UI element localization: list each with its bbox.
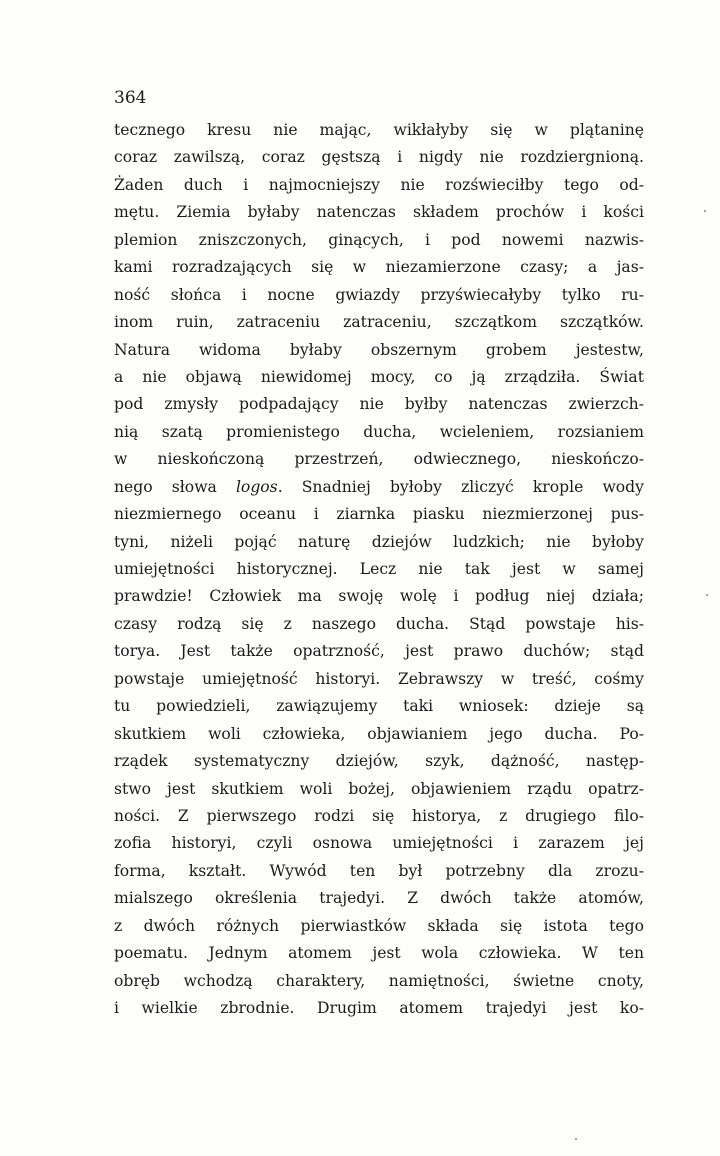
- text-line: skutkiem woli człowieka, objawianiem jego ducha. Po-: [114, 724, 644, 743]
- page-number: 364: [114, 88, 147, 108]
- text-line: i wielkie zbrodnie. Drugim atomem trajedyi jest ko-: [114, 999, 644, 1017]
- text-line: Żaden duch i najmocniejszy nie rozświeciłby tego od-: [114, 175, 644, 194]
- text-line: w nieskończoną przestrzeń, odwiecznego, nieskończo-: [114, 450, 644, 469]
- text-line: niezmiernego oceanu i ziarnka piasku niezmierzonej pus-: [114, 505, 644, 524]
- text-line: prawdzie! Człowiek ma swoję wolę i podług niej działa;: [114, 587, 644, 606]
- text-line: pod zmysły podpadający nie byłby natenczas zwierzch-: [114, 395, 644, 414]
- text-line: torya. Jest także opatrzność, jest prawo duchów; stąd: [114, 642, 644, 661]
- text-line: czasy rodzą się z naszego ducha. Stąd powstaje his-: [114, 614, 644, 633]
- text-line: z dwóch różnych pierwiastków składa się istota tego: [114, 916, 644, 935]
- body-text: [114, 117, 644, 1022]
- paper-speck: [704, 210, 706, 212]
- paper-speck: [706, 594, 708, 596]
- text-line: ności. Z pierwszego rodzi się historya, z drugiego filo-: [114, 806, 644, 825]
- text-line: obręb wchodzą charaktery, namiętności, świetne cnoty,: [114, 971, 644, 990]
- text-line: zofia historyi, czyli osnowa umiejętności i zarazem jej: [114, 834, 644, 853]
- text-line: nią szatą promienistego ducha, wcieleniem, rozsianiem: [114, 422, 644, 441]
- text-line: mialszego określenia trajedyi. Z dwóch także atomów,: [114, 889, 644, 908]
- text-line: tu powiedzieli, zawiązujemy taki wniosek: dzieje są: [114, 697, 644, 716]
- text-line: kami rozradzających się w niezamierzone czasy; a jas-: [114, 258, 644, 277]
- text-line: rządek systematyczny dziejów, szyk, dążność, następ-: [114, 752, 644, 771]
- text-line: nego słowa logos. Snadniej byłoby zliczyć krople wody: [114, 477, 644, 496]
- text-line: forma, kształt. Wywód ten był potrzebny dla zrozu-: [114, 861, 644, 880]
- text-line: poematu. Jednym atomem jest wola człowieka. W ten: [114, 944, 644, 963]
- text-line: powstaje umiejętność historyi. Zebrawszy w treść, cośmy: [114, 669, 644, 688]
- text-line: plemion zniszczonych, ginących, i pod nowemi nazwis-: [114, 230, 644, 249]
- text-line: tyni, niżeli pojąć naturę dziejów ludzkich; nie byłoby: [114, 532, 644, 551]
- italic-word: logos: [235, 477, 278, 496]
- paper-speck: [575, 1138, 577, 1140]
- text-line: umiejętności historycznej. Lecz nie tak jest w samej: [114, 560, 644, 578]
- text-line: tecznego kresu nie mając, wikłałyby się w plątaninę: [114, 121, 644, 139]
- text-line: a nie objawą niewidomej mocy, co ją zrządziła. Świat: [114, 367, 644, 386]
- text-line: Natura widoma byłaby obszernym grobem jestestw,: [114, 340, 644, 359]
- text-line: inom ruin, zatraceniu zatraceniu, szczątkom szczątków.: [114, 313, 644, 332]
- text-line: ność słońca i nocne gwiazdy przyświecałyby tylko ru-: [114, 285, 644, 304]
- text-line: coraz zawilszą, coraz gęstszą i nigdy nie rozdziergnioną.: [114, 148, 644, 167]
- text-line: mętu. Ziemia byłaby natenczas składem prochów i kości: [114, 203, 644, 222]
- text-line: stwo jest skutkiem woli bożej, objawieniem rządu opatrz-: [114, 779, 644, 798]
